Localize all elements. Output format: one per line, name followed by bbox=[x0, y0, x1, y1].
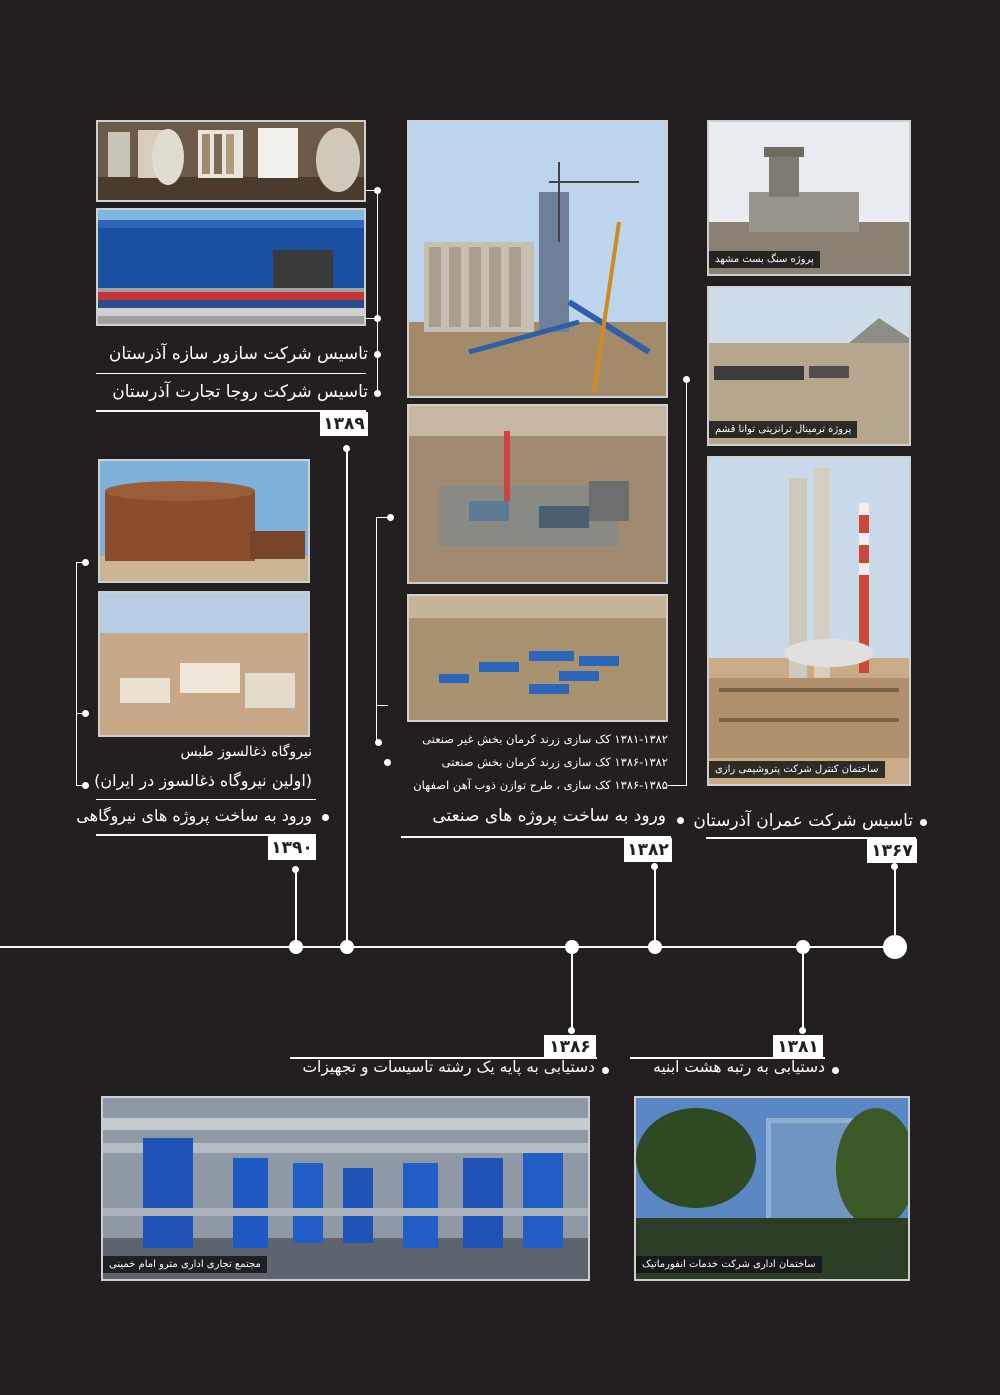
photo-showroom bbox=[96, 120, 366, 202]
bracket-1382-v bbox=[376, 517, 377, 743]
milestone-1367-heading: تاسیس شرکت عمران آذرستان bbox=[693, 811, 913, 831]
year-badge-1390: ۱۳۹۰ bbox=[268, 836, 316, 860]
photo-coke-plant-silos bbox=[407, 120, 668, 398]
bullet-1386 bbox=[602, 1067, 609, 1074]
photo-informatics-building bbox=[634, 1096, 910, 1281]
connector-1381-end bbox=[799, 1027, 806, 1034]
connector-1382-end bbox=[651, 863, 658, 870]
photo-sang-bast-mashhad bbox=[707, 120, 911, 276]
bracket-1389-dot3 bbox=[374, 351, 381, 358]
year-badge-1367: ۱۳۶۷ bbox=[867, 839, 917, 863]
caption-sang-bast-mashhad: پروژه سنگ بست مشهد bbox=[709, 251, 820, 268]
bracket-1389-v bbox=[377, 190, 378, 394]
photo-factory-team bbox=[96, 208, 366, 326]
connector-1389 bbox=[346, 448, 348, 946]
connector-1390-end bbox=[292, 866, 299, 873]
connector-1367-end bbox=[891, 863, 898, 870]
connector-1389-end bbox=[343, 445, 350, 452]
bracket-1389-dot1 bbox=[374, 187, 381, 194]
milestone-1381-heading: دستیابی به رتبه هشت ابنیه bbox=[653, 1058, 825, 1076]
milestone-1389-item-1: تاسیس شرکت سازور سازه آذرستان bbox=[108, 344, 368, 364]
connector-1386-end bbox=[568, 1027, 575, 1034]
caption-razi-petrochemical: ساختمان کنترل شرکت پتروشیمی رازی bbox=[709, 761, 885, 778]
year-badge-1381: ۱۳۸۱ bbox=[773, 1035, 823, 1059]
year-badge-1389: ۱۳۸۹ bbox=[320, 412, 368, 436]
photo-qeshm-terminal bbox=[707, 286, 911, 446]
bracket-1382-h2 bbox=[376, 705, 388, 706]
year-badge-1382: ۱۳۸۲ bbox=[624, 838, 672, 862]
bracket-1390-dot1 bbox=[82, 559, 89, 566]
bracket-1390-v bbox=[76, 562, 77, 786]
milestone-1390-heading: ورود به ساخت پروژه های نیروگاهی bbox=[76, 806, 312, 825]
bracket-1389-dot2 bbox=[374, 315, 381, 322]
connector-1386 bbox=[571, 946, 573, 1030]
bracket-1390-dot2 bbox=[82, 710, 89, 717]
caption-qeshm-terminal: پروژه ترمینال ترانزیتی توانا قشم bbox=[709, 421, 857, 438]
connector-1382 bbox=[654, 866, 656, 946]
divider-1389-a bbox=[96, 373, 366, 374]
bullet-1381 bbox=[832, 1067, 839, 1074]
photo-tanks bbox=[98, 459, 310, 583]
connector-1381 bbox=[802, 946, 804, 1030]
connector-1390 bbox=[295, 870, 297, 946]
year-badge-1386: ۱۳۸۶ bbox=[544, 1035, 596, 1059]
milestone-1386-heading: دستیابی به پایه یک رشته تاسیسات و تجهیزات bbox=[302, 1058, 595, 1076]
photo-razi-petrochemical bbox=[707, 456, 911, 786]
bracket-1382-right-v bbox=[686, 380, 687, 786]
bracket-1382-right-dot2 bbox=[677, 817, 684, 824]
divider-1390-a bbox=[96, 799, 316, 800]
bracket-1382-dot2 bbox=[375, 739, 382, 746]
connector-1367 bbox=[894, 866, 896, 946]
caption-metro-complex: مجتمع تجاری اداری مترو امام خمینی bbox=[103, 1256, 267, 1273]
bracket-1389-dot4 bbox=[374, 390, 381, 397]
photo-coke-plant-buildings bbox=[407, 594, 668, 722]
tabas-caption-line-1: نیروگاه ذغالسوز طبس bbox=[180, 744, 312, 760]
caption-informatics-building: ساختمان اداری شرکت خدمات انفورماتیک bbox=[636, 1256, 822, 1273]
project-1382-line-2: ۱۳۸۶-۱۳۸۲ کک سازی زرند کرمان بخش صنعتی bbox=[441, 755, 668, 769]
photo-tabas-power-plant bbox=[98, 591, 310, 737]
bracket-1382-right-h bbox=[668, 785, 686, 786]
bullet-1367 bbox=[920, 819, 927, 826]
bracket-1382-dot1 bbox=[387, 514, 394, 521]
bullet-1390 bbox=[322, 814, 329, 821]
tabas-caption-line-2: (اولین نیروگاه ذغالسوز در ایران) bbox=[94, 771, 312, 790]
photo-coke-plant-aerial bbox=[407, 404, 668, 584]
project-1382-line-1: ۱۳۸۱-۱۳۸۲ کک سازی زرند کرمان بخش غیر صنعتی bbox=[422, 732, 668, 746]
timeline-axis bbox=[0, 946, 896, 948]
milestone-1382-heading: ورود به ساخت پروژه های صنعتی bbox=[432, 806, 666, 826]
photo-metro-mechanical-room bbox=[101, 1096, 590, 1281]
bracket-1382-right-dot1 bbox=[683, 376, 690, 383]
project-1382-line-3: ۱۳۸۶-۱۳۸۵ کک سازی ، طرح توازن ذوب آهن اصفهان bbox=[413, 778, 668, 792]
bracket-1390-dot3 bbox=[82, 782, 89, 789]
milestone-1389-item-2: تاسیس شرکت روجا تجارت آذرستان bbox=[112, 382, 368, 402]
bracket-1382-dot3 bbox=[384, 759, 391, 766]
